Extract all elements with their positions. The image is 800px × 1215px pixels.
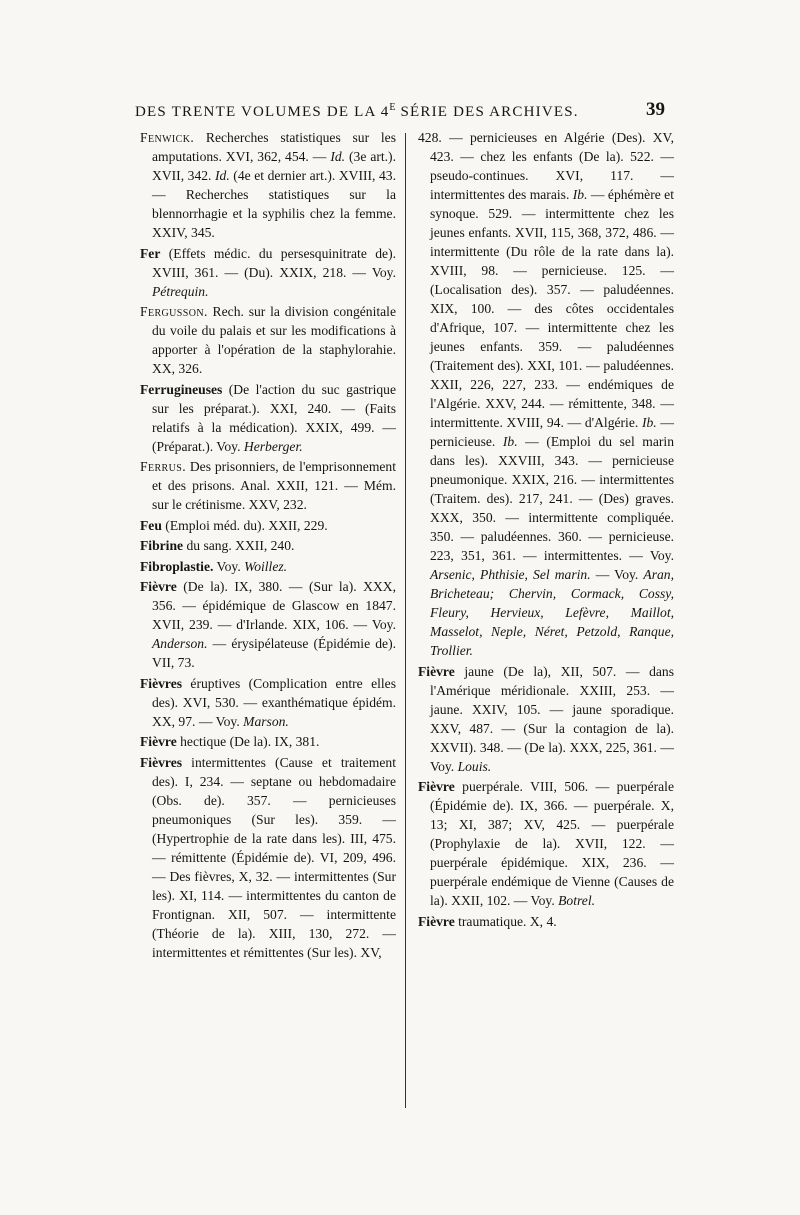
index-column-left	[140, 128, 396, 963]
entry-heading: Feu	[140, 517, 162, 533]
entry-text: intermittentes (Cause et traitement des). I, 234. — septane ou hebdomadaire (Obs. de). 357. — pernicieuses pneumoniques (Sur les). 359. — (Hypertrophie de la rate dans les). III, 475. — rémittente (Épidémie de). VI, 209, 496. — Des fièvres, X, 32. — intermittentes (Sur les). XI, 114. — intermittentes du canton de Frontignan. XII, 507. — intermittente (Théorie de la). XIII, 130, 272. — intermittentes et rémittentes (Sur les). XV,	[152, 754, 396, 960]
entry-cross-reference: Woillez.	[244, 558, 288, 574]
index-column-right	[418, 128, 674, 932]
entry-heading: Fièvres	[140, 675, 183, 691]
entry-text: jaune (De la), XII, 507. — dans l'Amérique méridionale. XXIII, 253. — jaune. XXIV, 105. — jaune sporadique. XXV, 487. — (Sur la contagion de la). XXVII). 348. — (De la). XXX, 225, 361. — Voy.	[430, 663, 674, 774]
entry-text: Des prisonniers, de l'emprisonnement et des prisons. Anal. XXII, 121. — Mém. sur le crétinisme. XXV, 232.	[152, 459, 396, 512]
index-entry	[140, 557, 396, 576]
entry-text: (Effets médic. du persesquinitrate de). XVIII, 361. — (Du). XXIX, 218. — Voy.	[152, 245, 396, 280]
header-title-before: DES TRENTE VOLUMES DE LA 4	[135, 104, 390, 120]
page-number: 39	[646, 99, 665, 120]
index-entry	[140, 577, 396, 672]
column-divider	[405, 133, 406, 1108]
entry-cross-reference: Arsenic, Phthisie, Sel marin.	[430, 567, 591, 582]
entry-cross-reference: Ib.	[572, 187, 588, 202]
entry-heading: Fenwick.	[140, 130, 195, 145]
entry-text: Rech. sur la division congénitale du voile du palais et sur les modifications à apporter à l'opération de la staphylorahie. XX, 326.	[152, 304, 396, 376]
entry-text: du sang. XXII, 240.	[183, 538, 295, 553]
entry-heading: Ferrugineuses	[140, 381, 223, 397]
entry-text: — pernicieuse.	[430, 415, 674, 449]
entry-text: 428. — pernicieuses en Algérie (Des). XV, 423. — chez les enfants (De la). 522. — pseudo-continues. XVI, 117. — intermittentes des marais.	[418, 130, 674, 202]
index-entry	[418, 662, 674, 776]
index-entry	[140, 380, 396, 456]
entry-cross-reference: Pétrequin.	[152, 283, 209, 299]
entry-text: hectique (De la). IX, 381.	[176, 734, 320, 749]
entry-text: (4e et dernier art.). XVIII, 43. — Recherches statistiques sur la blennorrhagie et la syphilis chez la femme. XXIV, 345.	[152, 168, 396, 240]
entry-heading: Fièvre	[418, 663, 455, 679]
entry-heading: Fer	[140, 245, 161, 261]
index-entry	[140, 732, 396, 751]
entry-heading: Fergusson.	[140, 304, 208, 319]
entry-text: traumatique. X, 4.	[454, 913, 557, 929]
header-title	[135, 102, 579, 121]
entry-heading: Fibrine	[140, 538, 184, 553]
entry-heading: Fièvre	[140, 734, 177, 749]
index-entry	[140, 674, 396, 731]
entry-cross-reference: Aran, Bricheteau; Chervin, Cormack, Cossy, Fleury, Hervieux, Lefèvre, Maillot, Masselot, Neple, Néret, Petzold, Ranque, Trollier.	[430, 567, 674, 658]
entry-heading: Fièvres	[140, 754, 183, 770]
entry-cross-reference: Louis.	[457, 758, 492, 774]
entry-text: (De l'action du suc gastrique sur les préparat.). XXI, 240. — (Faits relatifs à la médication). XXIX, 499. — (Préparat.). Voy.	[152, 381, 396, 454]
entry-text: Voy.	[213, 558, 245, 574]
entry-heading: Fièvre	[418, 913, 455, 929]
index-entry	[140, 536, 396, 555]
entry-heading: Ferrus.	[140, 459, 186, 474]
entry-cross-reference: Anderson.	[152, 636, 208, 651]
index-entry	[140, 244, 396, 301]
header-title-superscript: E	[389, 102, 396, 113]
entry-cross-reference: Ib.	[641, 415, 657, 430]
entry-text: — (Emploi du sel marin dans les). XXVIII, 343. — pernicieuse pneumonique. XXIX, 216. — intermittentes (Traitem. des). 217, 241. — (Des) graves. XXX, 350. — intermittente compliquée. 350. — paludéennes. 360. — pernicieuse. 223, 351, 361. — intermittentes. — Voy.	[430, 434, 674, 563]
entry-cross-reference: Marson.	[243, 713, 289, 729]
index-entry	[418, 912, 674, 931]
entry-text: — Voy.	[590, 567, 644, 582]
entry-text: — érysipélateuse (Épidémie de). VII, 73.	[152, 636, 396, 670]
entry-heading: Fièvre	[418, 779, 455, 794]
entry-text: (Emploi méd. du). XXII, 229.	[161, 517, 328, 533]
index-entry	[140, 128, 396, 242]
entry-cross-reference: Id.	[215, 168, 230, 183]
entry-cross-reference: Id.	[330, 149, 346, 164]
entry-text: — éphémère et synoque. 529. — intermittente chez les jeunes enfants. XVII, 115, 368, 372, 486. — intermittente (Du rôle de la rate dans la). XVIII, 98. — pernicieuse. 125. — (Localisation des). 357. — paludéennes. XIX, 100. — des côtes occidentales d'Afrique, 107. — intermittente chez les jeunes enfants. 359. — paludéennes (Traitement des). XXI, 101. — paludéennes. XXII, 226, 227, 233. — endémiques de l'Algérie. XXV, 244. — rémittente, 348. — intermittente. XVIII, 94. — d'Algérie.	[430, 187, 674, 430]
index-entry	[140, 516, 396, 535]
entry-heading: Fibroplastie.	[140, 558, 214, 574]
index-entry	[140, 302, 396, 378]
entry-text: Recherches statistiques sur les amputations. XVI, 362, 454. —	[152, 130, 396, 164]
header-title-after: SÉRIE DES ARCHIVES.	[395, 104, 579, 120]
running-header	[135, 99, 665, 121]
entry-text: puerpérale. VIII, 506. — puerpérale (Épidémie de). IX, 366. — puerpérale. X, 13; XI, 387; XV, 425. — puerpérale (Prophylaxie de la). XVII, 122. — puerpérale épidémique. XIX, 236. — puerpérale endémique de Vienne (Causes de la). XXII, 102. — Voy.	[430, 779, 674, 908]
index-entry	[418, 777, 674, 910]
entry-cross-reference: Herberger.	[243, 438, 303, 454]
entry-text: (3e art.). XVII, 342.	[152, 149, 396, 183]
entry-text: (De la). IX, 380. — (Sur la). XXX, 356. — épidémique de Glascow en 1847. XVII, 239. — d'Irlande. XIX, 106. — Voy.	[152, 579, 396, 632]
index-entry	[140, 457, 396, 514]
entry-heading: Fièvre	[140, 579, 177, 594]
entry-cross-reference: Botrel.	[558, 893, 595, 908]
index-entry	[418, 128, 674, 660]
index-entry	[140, 753, 396, 962]
entry-text: éruptives (Complication entre elles des). XVI, 530. — exanthématique épidém. XX, 97. — Voy.	[152, 675, 396, 729]
entry-cross-reference: Ib.	[502, 434, 518, 449]
